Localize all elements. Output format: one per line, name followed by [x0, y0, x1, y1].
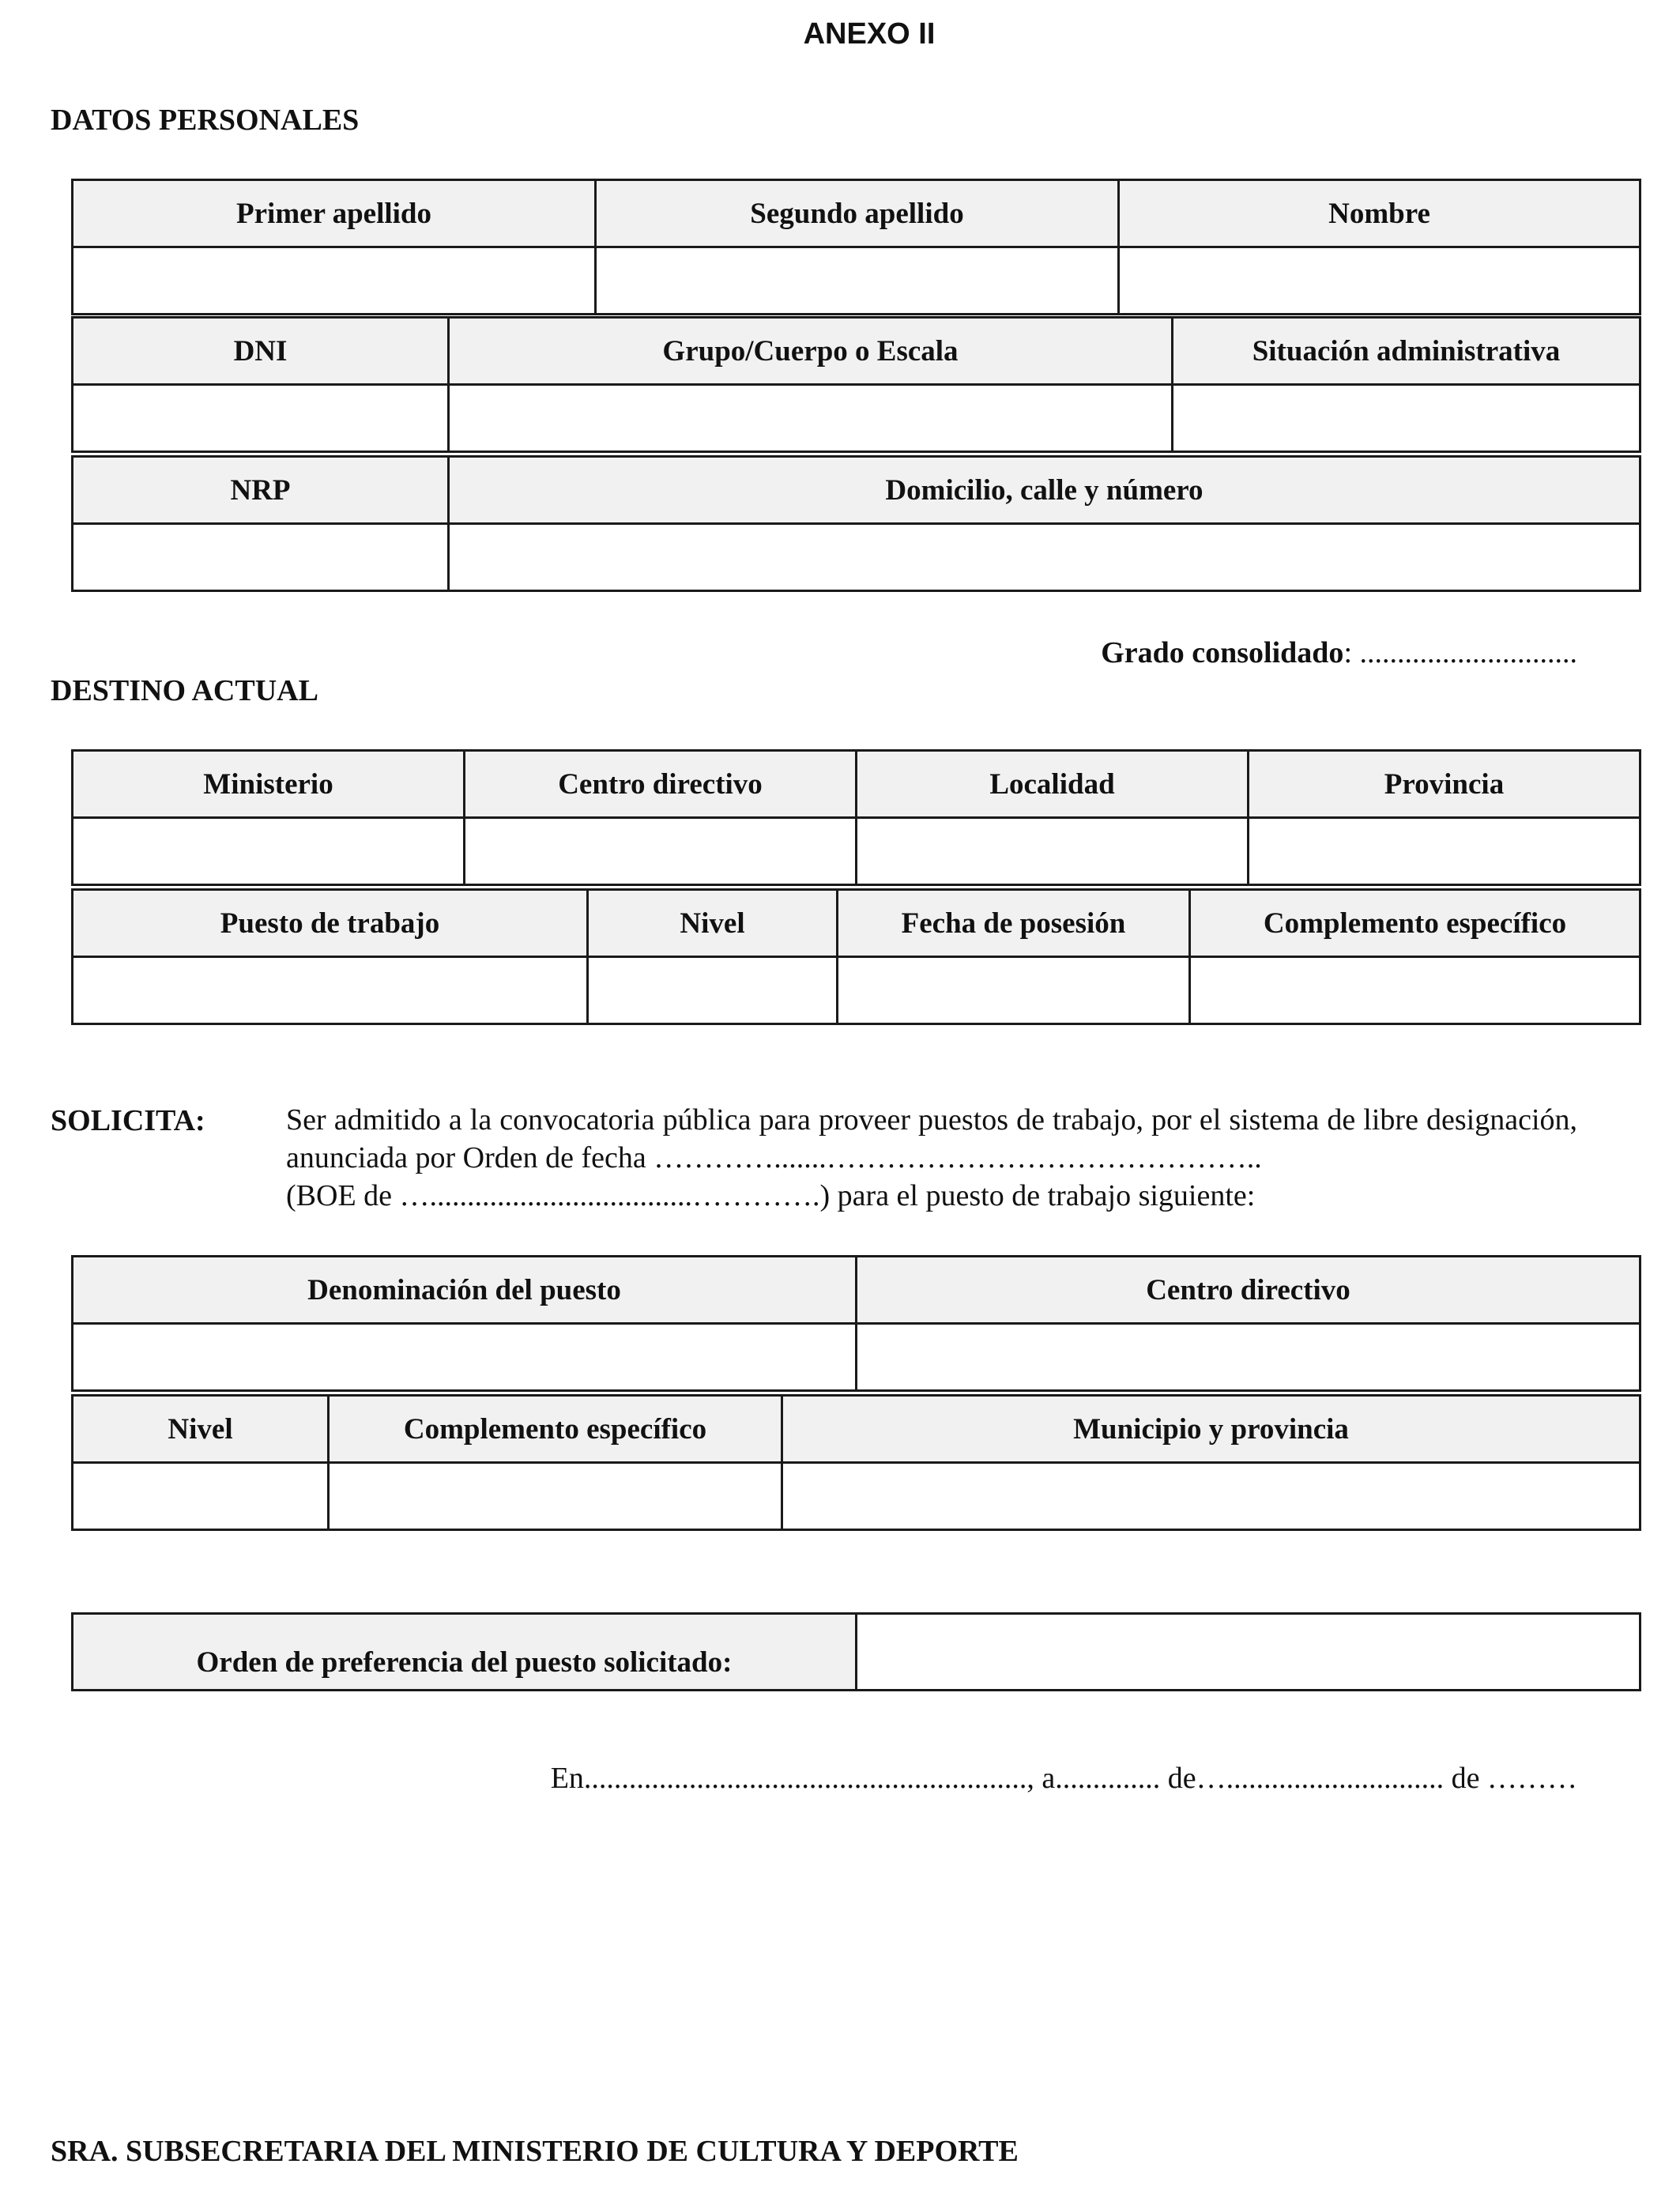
field-complemento-especifico-actual[interactable] [1190, 957, 1640, 1024]
label-centro-directivo: Centro directivo [465, 751, 857, 818]
solicita-text [286, 1101, 1577, 1215]
solicita-line-2: (BOE de …...................................………….) para el puesto de trabajo siguiente: [286, 1179, 1256, 1212]
section-datos-personales: DATOS PERSONALES [51, 104, 360, 137]
label-provincia: Provincia [1249, 751, 1640, 818]
label-ministerio: Ministerio [73, 751, 465, 818]
label-dni: DNI [73, 318, 449, 385]
label-grupo-cuerpo: Grupo/Cuerpo o Escala [449, 318, 1173, 385]
field-denominacion-puesto[interactable] [73, 1324, 857, 1391]
puesto-table-a [71, 1255, 1641, 1392]
label-puesto-de-trabajo: Puesto de trabajo [73, 890, 588, 957]
field-complemento-especifico-solicitado[interactable] [329, 1463, 782, 1530]
field-ministerio[interactable] [73, 818, 465, 885]
field-provincia[interactable] [1249, 818, 1640, 885]
grado-label: Grado consolidado [1101, 636, 1344, 669]
label-localidad: Localidad [857, 751, 1249, 818]
label-situacion-administrativa: Situación administrativa [1173, 318, 1640, 385]
section-destino-actual: DESTINO ACTUAL [51, 674, 318, 707]
field-centro-directivo[interactable] [465, 818, 857, 885]
field-nrp[interactable] [73, 524, 449, 591]
solicita-line-1: Ser admitido a la convocatoria pública para proveer puestos de trabajo, por el sistema de libre designación, anunciada por Orden de fecha ………….......…………………………………….. [286, 1103, 1577, 1174]
label-domicilio: Domicilio, calle y número [449, 457, 1640, 524]
label-denominacion-puesto: Denominación del puesto [73, 1257, 857, 1324]
field-situacion-administrativa[interactable] [1173, 385, 1640, 452]
label-nombre: Nombre [1119, 180, 1640, 247]
field-nivel-actual[interactable] [588, 957, 838, 1024]
label-municipio-provincia: Municipio y provincia [782, 1396, 1640, 1463]
field-centro-directivo-solicitado[interactable] [857, 1324, 1640, 1391]
field-fecha-posesion[interactable] [838, 957, 1190, 1024]
solicita-label: SOLICITA: [51, 1104, 205, 1137]
label-nivel-solicitado: Nivel [73, 1396, 329, 1463]
datos-personales-table-b [71, 316, 1641, 453]
field-nombre[interactable] [1119, 247, 1640, 315]
label-orden-preferencia: Orden de preferencia del puesto solicitado: [73, 1614, 857, 1691]
destino-actual-table-a [71, 749, 1641, 886]
label-centro-directivo-solicitado: Centro directivo [857, 1257, 1640, 1324]
grado-value: : ............................. [1343, 636, 1577, 669]
field-segundo-apellido[interactable] [596, 247, 1119, 315]
field-municipio-provincia[interactable] [782, 1463, 1640, 1530]
label-complemento-especifico-solicitado: Complemento específico [329, 1396, 782, 1463]
grado-consolidado[interactable] [1101, 635, 1577, 670]
datos-personales-table-a [71, 179, 1641, 315]
lugar-fecha-line: En..........................................................., a.............. de…............................. de ……… [550, 1762, 1577, 1795]
label-fecha-posesion: Fecha de posesión [838, 890, 1190, 957]
datos-personales-table-c [71, 455, 1641, 592]
document-title: ANEXO II [803, 17, 936, 51]
label-complemento-especifico-actual: Complemento específico [1190, 890, 1640, 957]
field-dni[interactable] [73, 385, 449, 452]
field-localidad[interactable] [857, 818, 1249, 885]
field-primer-apellido[interactable] [73, 247, 596, 315]
field-nivel-solicitado[interactable] [73, 1463, 329, 1530]
label-nrp: NRP [73, 457, 449, 524]
field-domicilio[interactable] [449, 524, 1640, 591]
label-segundo-apellido: Segundo apellido [596, 180, 1119, 247]
destino-actual-table-b [71, 888, 1641, 1025]
field-grupo-cuerpo[interactable] [449, 385, 1173, 452]
label-primer-apellido: Primer apellido [73, 180, 596, 247]
destinatario: SRA. SUBSECRETARIA DEL MINISTERIO DE CULTURA Y DEPORTE [51, 2135, 1019, 2168]
label-nivel-actual: Nivel [588, 890, 838, 957]
field-puesto-de-trabajo[interactable] [73, 957, 588, 1024]
field-orden-preferencia[interactable] [857, 1614, 1640, 1691]
puesto-table-b [71, 1394, 1641, 1531]
preferencia-table [71, 1612, 1641, 1691]
